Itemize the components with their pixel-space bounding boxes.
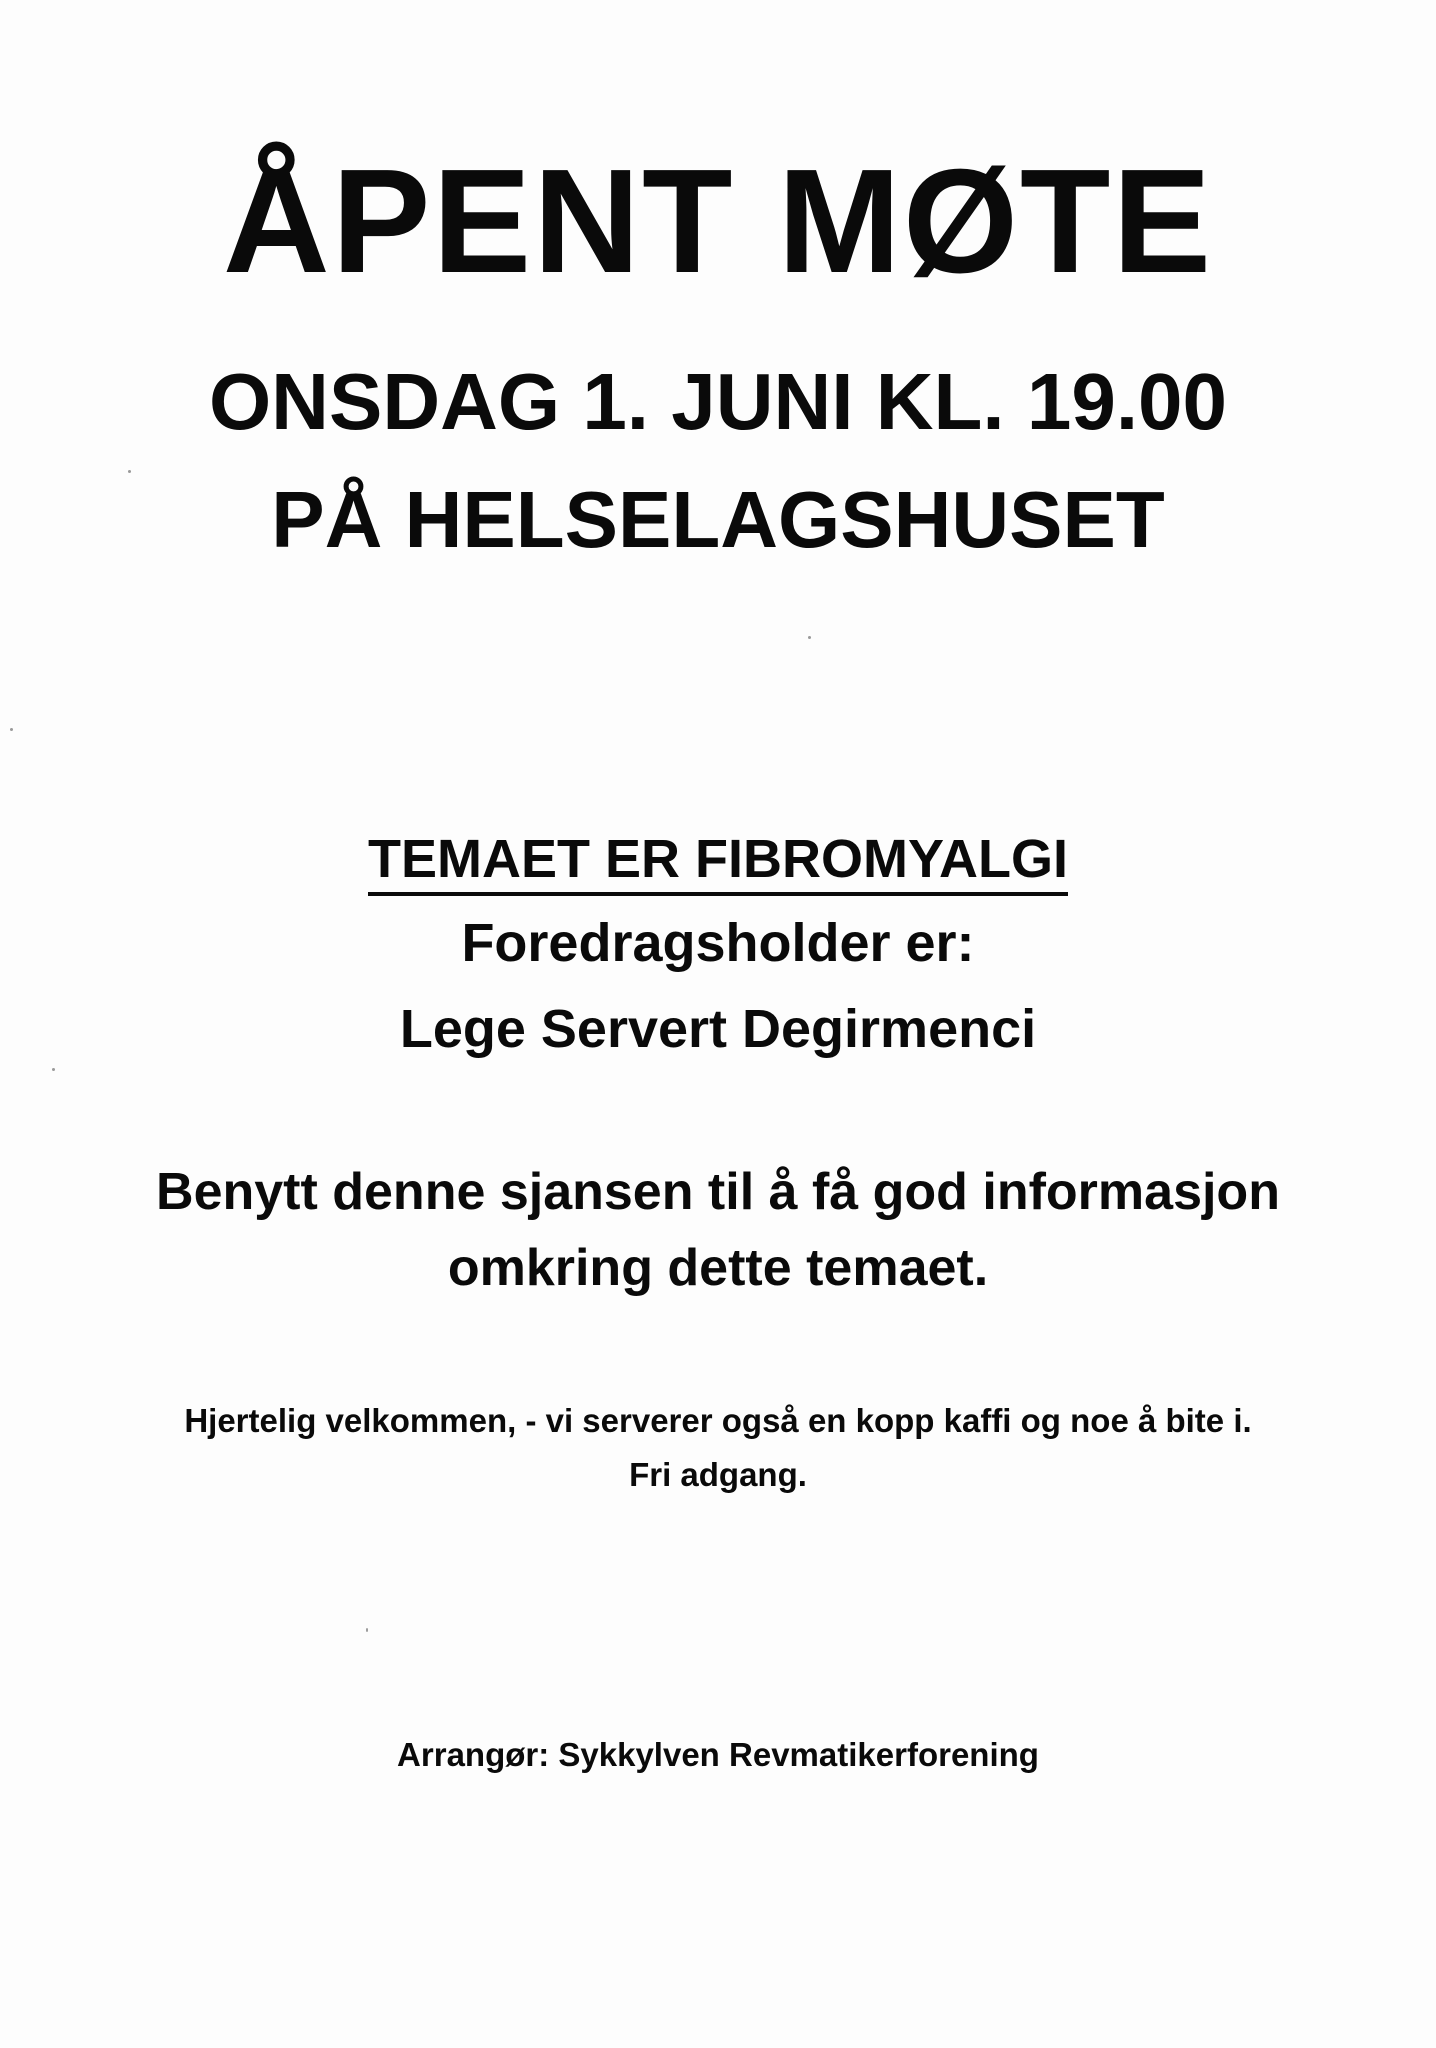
event-date: ONSDAG 1. JUNI KL. 19.00 — [208, 357, 1228, 446]
speaker-name: Lege Servert Degirmenci — [399, 999, 1037, 1059]
speaker-label: Foredragsholder er: — [461, 913, 975, 973]
scan-speck — [128, 470, 131, 473]
scan-speck — [808, 636, 811, 639]
info-line-1: Benytt denne sjansen til å få god informasjon — [156, 1163, 1280, 1221]
topic-text: TEMAET ER FIBROMYALGI — [368, 832, 1068, 896]
scan-speck — [10, 728, 13, 731]
poster-title: ÅPENT MØTE — [222, 139, 1214, 304]
scan-speck — [366, 1628, 368, 1632]
info-line-2: omkring dette temaet. — [447, 1239, 989, 1297]
organizer-text: Arrangør: Sykkylven Revmatikerforening — [397, 1736, 1039, 1773]
scan-speck — [52, 1068, 55, 1071]
event-venue: PÅ HELSELAGSHUSET — [271, 475, 1165, 564]
access-text: Fri adgang. — [629, 1456, 807, 1493]
topic-heading — [0, 829, 1436, 896]
welcome-text: Hjertelig velkommen, - vi serverer også en kopp kaffi og noe å bite i. — [184, 1402, 1252, 1439]
